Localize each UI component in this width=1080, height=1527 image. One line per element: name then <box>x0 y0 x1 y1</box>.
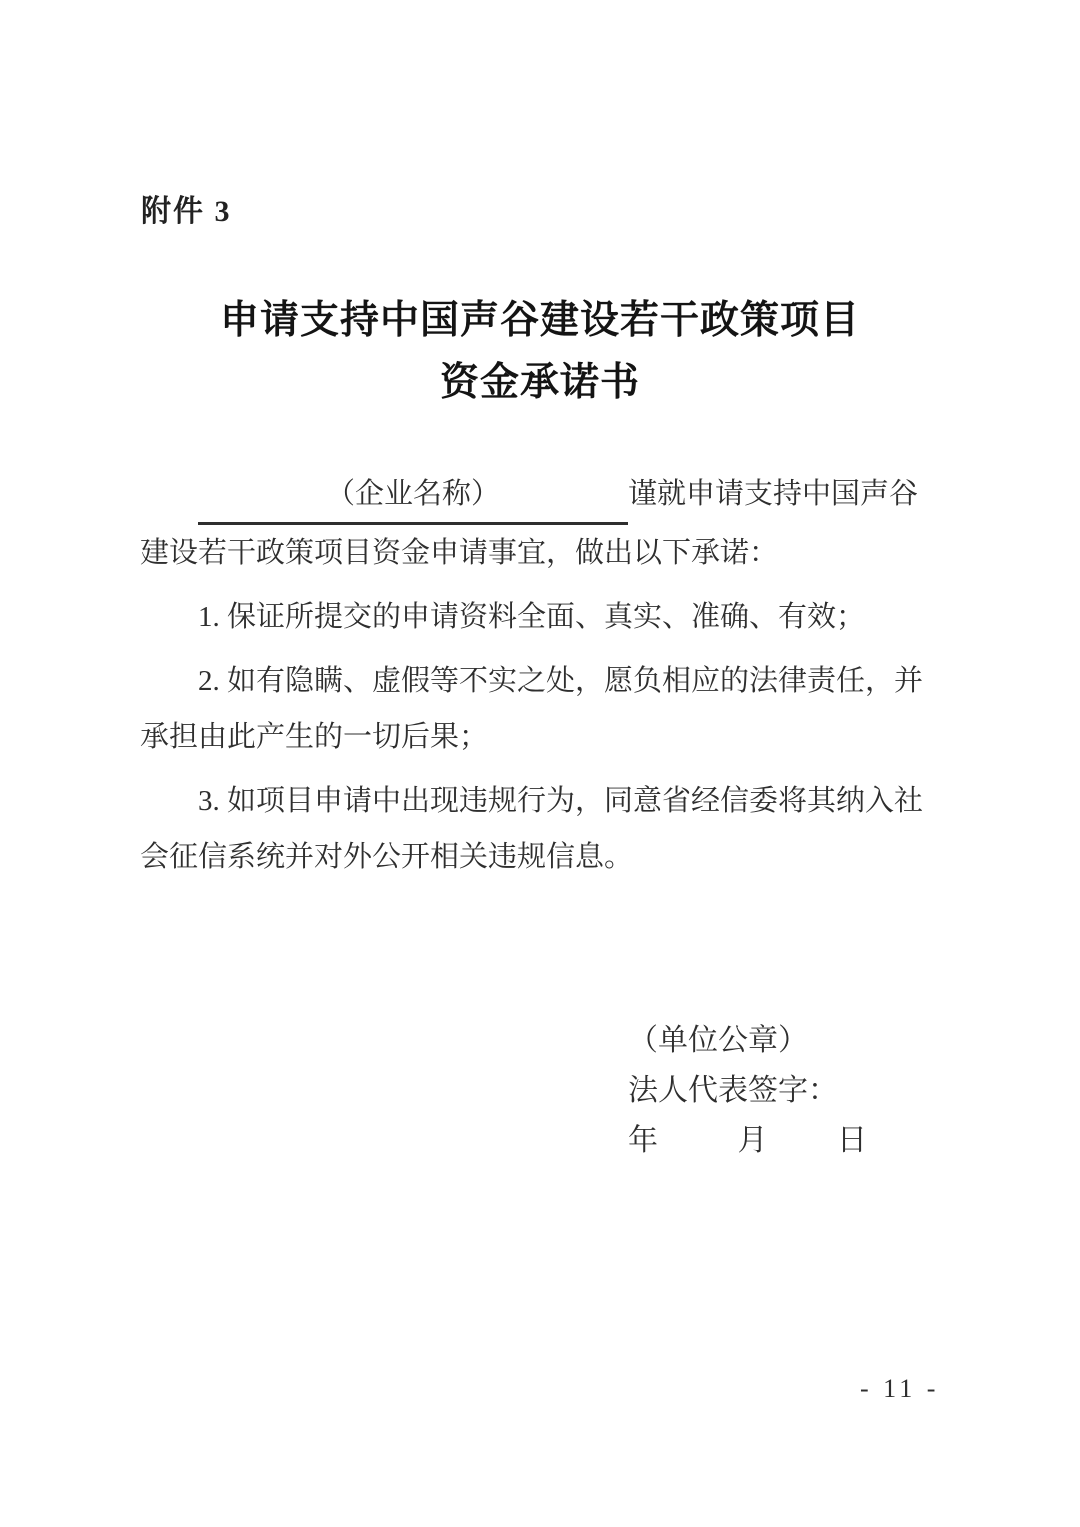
document-title-line-2: 资金承诺书 <box>439 361 640 404</box>
year-label: 年 <box>628 1124 658 1157</box>
document-body <box>140 466 958 893</box>
list-item-3 <box>140 773 958 885</box>
company-name-blank-label: （企业名称） <box>325 478 500 510</box>
intro-line-2-text: 建设若干政策项目资金申请事宜，做出以下承诺： <box>140 537 779 569</box>
list-item-2-line-1: 2. 如有隐瞒、虚假等不实之处，愿负相应的法律责任，并 <box>198 665 924 697</box>
intro-line-1-text: 谨就申请支持中国声谷 <box>628 478 919 510</box>
list-item-2 <box>140 653 958 765</box>
list-item-1 <box>140 589 958 645</box>
list-item-3-line-2: 会征信系统并对外公开相关违规信息。 <box>140 841 634 873</box>
document-title <box>0 290 1080 414</box>
list-item-2-line-2: 承担由此产生的一切后果； <box>140 721 489 753</box>
signature-block <box>628 1016 867 1166</box>
month-label: 月 <box>737 1124 768 1157</box>
page-number: - 11 - <box>860 1374 940 1403</box>
list-item-3-line-1: 3. 如项目申请中出现违规行为，同意省经信委将其纳入社 <box>198 785 924 817</box>
document-title-line-1: 申请支持中国声谷建设若干政策项目 <box>219 299 860 342</box>
list-item-1-line-1: 1. 保证所提交的申请资料全面、真实、准确、有效； <box>198 601 866 633</box>
legal-representative-signature-label: 法人代表签字： <box>628 1074 838 1107</box>
attachment-label: 附件 3 <box>141 195 232 228</box>
intro-paragraph <box>140 466 958 581</box>
day-label: 日 <box>837 1124 867 1157</box>
unit-seal-label: （单位公章） <box>628 1024 808 1057</box>
company-name-blank <box>198 466 628 525</box>
date-line <box>628 1116 867 1166</box>
